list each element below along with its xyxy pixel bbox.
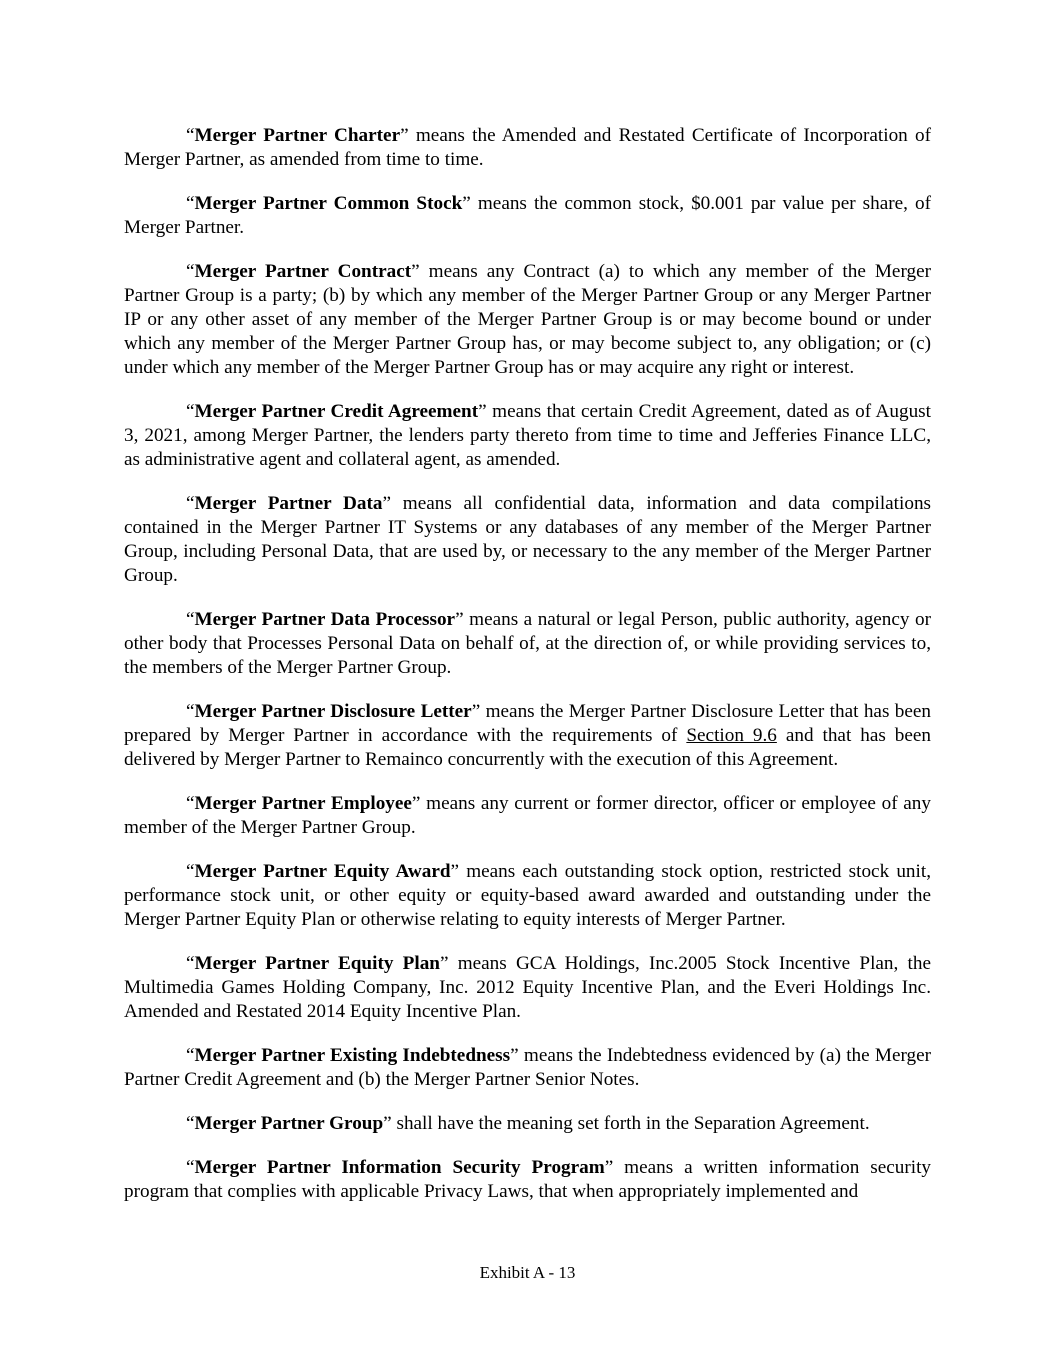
definition-merger-partner-equity-award: “Merger Partner Equity Award” means each outstanding stock option, restricted stock unit, performance stock unit, or other equity or equity-based award awarded and outstanding under the Merger Partner Equity Plan or otherwise relating to equity interests of Merger Partner. (124, 861, 931, 930)
definition-merger-partner-information-security-program: “Merger Partner Information Security Program” means a written information security program that complies with applicable Privacy Laws, that when appropriately implemented and (124, 1157, 931, 1202)
definition-text: means any Contract (a) to which any member of the Merger Partner Group is a party; (b) by which any member of the Merger Partner Group or any Merger Partner IP or any other asset of any member of the Merger Partner Group is or may become bound or under which any member of the Merger Partner Group has, or may become subject to, any obligation; or (c) under which any member of the Merger Partner Group has or may acquire any right or interest. (124, 261, 931, 378)
defined-term: Merger Partner Information Security Program (194, 1157, 605, 1178)
defined-term: Merger Partner Disclosure Letter (194, 701, 472, 722)
definition-text: means GCA Holdings, Inc.2005 Stock Incentive Plan, the Multimedia Games Holding Company, Inc. 2012 Equity Incentive Plan, and the Everi Holdings Inc. Amended and Restated 2014 Equity Incentive Plan. (124, 953, 931, 1022)
defined-term: Merger Partner Employee (194, 793, 412, 814)
definition-merger-partner-existing-indebtedness: “Merger Partner Existing Indebtedness” means the Indebtedness evidenced by (a) the Merger Partner Credit Agreement and (b) the Merger Partner Senior Notes. (124, 1045, 931, 1090)
definition-merger-partner-data: “Merger Partner Data” means all confidential data, information and data compilations contained in the Merger Partner IT Systems or any databases of any member of the Merger Partner Group, including Personal Data, that are used by, or necessary to the any member of the Merger Partner Group. (124, 493, 932, 586)
definition-merger-partner-equity-plan: “Merger Partner Equity Plan” means GCA Holdings, Inc.2005 Stock Incentive Plan, the Multimedia Games Holding Company, Inc. 2012 Equity Incentive Plan, and the Everi Holdings Inc. Amended and Restated 2014 Equity Incentive Plan. (124, 953, 931, 1022)
defined-term: Merger Partner Common Stock (194, 193, 463, 214)
page-footer: Exhibit A - 13 (479, 1263, 576, 1282)
definition-merger-partner-data-processor: “Merger Partner Data Processor” means a natural or legal Person, public authority, agency or other body that Processes Personal Data on behalf of, at the direction of, or while providing services to, the members of the Merger Partner Group. (124, 609, 932, 678)
definition-text: means a written information security program that complies with applicable Privacy Laws, that when appropriately implemented and (124, 1157, 931, 1202)
definition-text: means that certain Credit Agreement, dated as of August 3, 2021, among Merger Partner, the lenders party thereto from time to time and Jefferies Finance LLC, as administrative agent and collateral agent, as amended. (124, 401, 931, 470)
defined-term: Merger Partner Equity Award (194, 861, 451, 882)
defined-term: Merger Partner Contract (194, 261, 412, 282)
definition-text: means the Amended and Restated Certificate of Incorporation of Merger Partner, as amended from time to time. (124, 125, 931, 170)
definition-merger-partner-group: “Merger Partner Group” shall have the meaning set forth in the Separation Agreement. (186, 1113, 870, 1134)
defined-term: Merger Partner Data (194, 493, 383, 514)
document-page (124, 124, 931, 1224)
definition-merger-partner-charter: “Merger Partner Charter” means the Amended and Restated Certificate of Incorporation of Merger Partner, as amended from time to time. (124, 125, 931, 170)
definition-merger-partner-contract: “Merger Partner Contract” means any Contract (a) to which any member of the Merger Partner Group is a party; (b) by which any member of the Merger Partner Group or any Merger Partner IP or any other asset of any member of the Merger Partner Group is or may become bound or under which any member of the Merger Partner Group has, or may become subject to, any obligation; or (c) under which any member of the Merger Partner Group has or may acquire any right or interest. (124, 261, 931, 378)
defined-term: Merger Partner Group (194, 1113, 384, 1134)
definition-merger-partner-common-stock: “Merger Partner Common Stock” means the common stock, $0.001 par value per share, of Merger Partner. (124, 193, 932, 238)
definition-text-continued: and that has been delivered by Merger Partner to Remainco concurrently with the execution of this Agreement. (124, 725, 932, 770)
defined-term: Merger Partner Existing Indebtedness (194, 1045, 511, 1066)
defined-term: Merger Partner Data Processor (194, 609, 456, 630)
definition-text: means a natural or legal Person, public authority, agency or other body that Processes Personal Data on behalf of, at the direction of, or while providing services to, the members of the Merger Partner Group. (124, 609, 932, 678)
section-reference-link[interactable]: Section 9.6 (686, 725, 777, 746)
definition-merger-partner-disclosure-letter: “Merger Partner Disclosure Letter” means the Merger Partner Disclosure Letter that has been prepared by Merger Partner in accordance with the requirements of Section 9.6 and that has been delivered by Merger Partner to Remainco concurrently with the execution of this Agreement. (124, 701, 932, 770)
defined-term: Merger Partner Credit Agreement (194, 401, 479, 422)
definition-text: means the Merger Partner Disclosure Letter that has been prepared by Merger Partner in accordance with the requirements of (124, 701, 931, 746)
definition-text: means any current or former director, officer or employee of any member of the Merger Partner Group. (124, 793, 931, 838)
definition-text: means the Indebtedness evidenced by (a) the Merger Partner Credit Agreement and (b) the Merger Partner Senior Notes. (124, 1045, 931, 1090)
defined-term: Merger Partner Charter (194, 125, 401, 146)
defined-term: Merger Partner Equity Plan (194, 953, 440, 974)
definition-merger-partner-credit-agreement: “Merger Partner Credit Agreement” means that certain Credit Agreement, dated as of August 3, 2021, among Merger Partner, the lenders party thereto from time to time and Jefferies Finance LLC, as administrative agent and collateral agent, as amended. (124, 401, 931, 470)
definition-text: means all confidential data, information and data compilations contained in the Merger Partner IT Systems or any databases of any member of the Merger Partner Group, including Personal Data, that are used by, or necessary to the any member of the Merger Partner Group. (124, 493, 932, 586)
definition-merger-partner-employee: “Merger Partner Employee” means any current or former director, officer or employee of any member of the Merger Partner Group. (124, 793, 931, 838)
definition-text: means the common stock, $0.001 par value per share, of Merger Partner. (124, 193, 932, 238)
definition-text: means each outstanding stock option, restricted stock unit, performance stock unit, or other equity or equity-based award awarded and outstanding under the Merger Partner Equity Plan or otherwise relating to equity interests of Merger Partner. (124, 861, 931, 930)
definition-text: shall have the meaning set forth in the Separation Agreement. (391, 1113, 870, 1134)
